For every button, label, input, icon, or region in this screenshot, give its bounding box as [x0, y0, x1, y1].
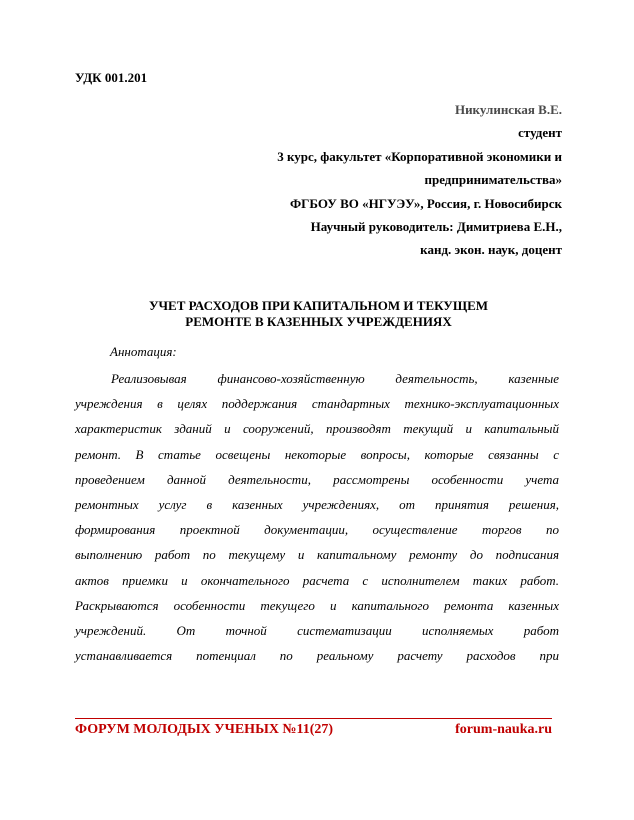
title-line: РЕМОНТЕ В КАЗЕННЫХ УЧРЕЖДЕНИЯХ	[185, 314, 452, 329]
supervisor-degree: канд. экон. наук, доцент	[420, 242, 562, 258]
abstract-text	[75, 366, 559, 668]
author-university: ФГБОУ ВО «НГУЭУ», Россия, г. Новосибирск	[289, 195, 562, 211]
abstract-line: выполнению работ по текущему и капитальному ремонту до подписания	[75, 547, 559, 563]
abstract-line: формирования проектной документации, осуществление торгов по	[75, 522, 559, 538]
abstract-line: учреждений. От точной систематизации исполняемых работ	[75, 623, 559, 639]
supervisor: Научный руководитель: Димитриева Е.Н.,	[310, 219, 562, 235]
author-status: студент	[518, 125, 562, 141]
abstract-line: учреждения в целях поддержания стандартных технико-эксплуатационных	[75, 396, 559, 412]
footer-journal: ФОРУМ МОЛОДЫХ УЧЕНЫХ №11(27)	[75, 722, 334, 737]
abstract-line: характеристик зданий и сооружений, производят текущий и капитальный	[75, 421, 559, 437]
abstract-line: актов приемки и окончательного расчета с исполнителем таких работ.	[75, 572, 559, 588]
abstract-line: Раскрываются особенности текущего и капитального ремонта казенных	[75, 597, 559, 613]
title-line: УЧЕТ РАСХОДОВ ПРИ КАПИТАЛЬНОМ И ТЕКУЩЕМ	[148, 298, 489, 313]
author-faculty: 3 курс, факультет «Корпоративной экономики и	[277, 148, 562, 164]
annotation-label: Аннотация:	[110, 344, 177, 359]
abstract-line: проведением данной деятельности, рассмотрены особенности учета	[75, 471, 559, 487]
udk-code: УДК 001.201	[75, 70, 148, 85]
footer-divider	[75, 718, 552, 719]
abstract-line: ремонт. В статье освещены некоторые вопросы, которые связанны с	[75, 446, 559, 462]
abstract-line: устанавливается потенциал по реальному расчету расходов при	[75, 648, 559, 664]
abstract-line: ремонтных услуг в казенных учреждениях, от принятия решения,	[75, 497, 559, 513]
author-name: Никулинская В.Е.	[454, 102, 562, 117]
abstract-line: Реализовывая финансово-хозяйственную деятельность, казенные	[111, 371, 559, 386]
footer-site-link[interactable]: forum-nauka.ru	[455, 722, 552, 737]
author-faculty-cont: предпринимательства»	[424, 172, 562, 188]
author-block	[277, 98, 562, 262]
article-title	[75, 298, 562, 330]
